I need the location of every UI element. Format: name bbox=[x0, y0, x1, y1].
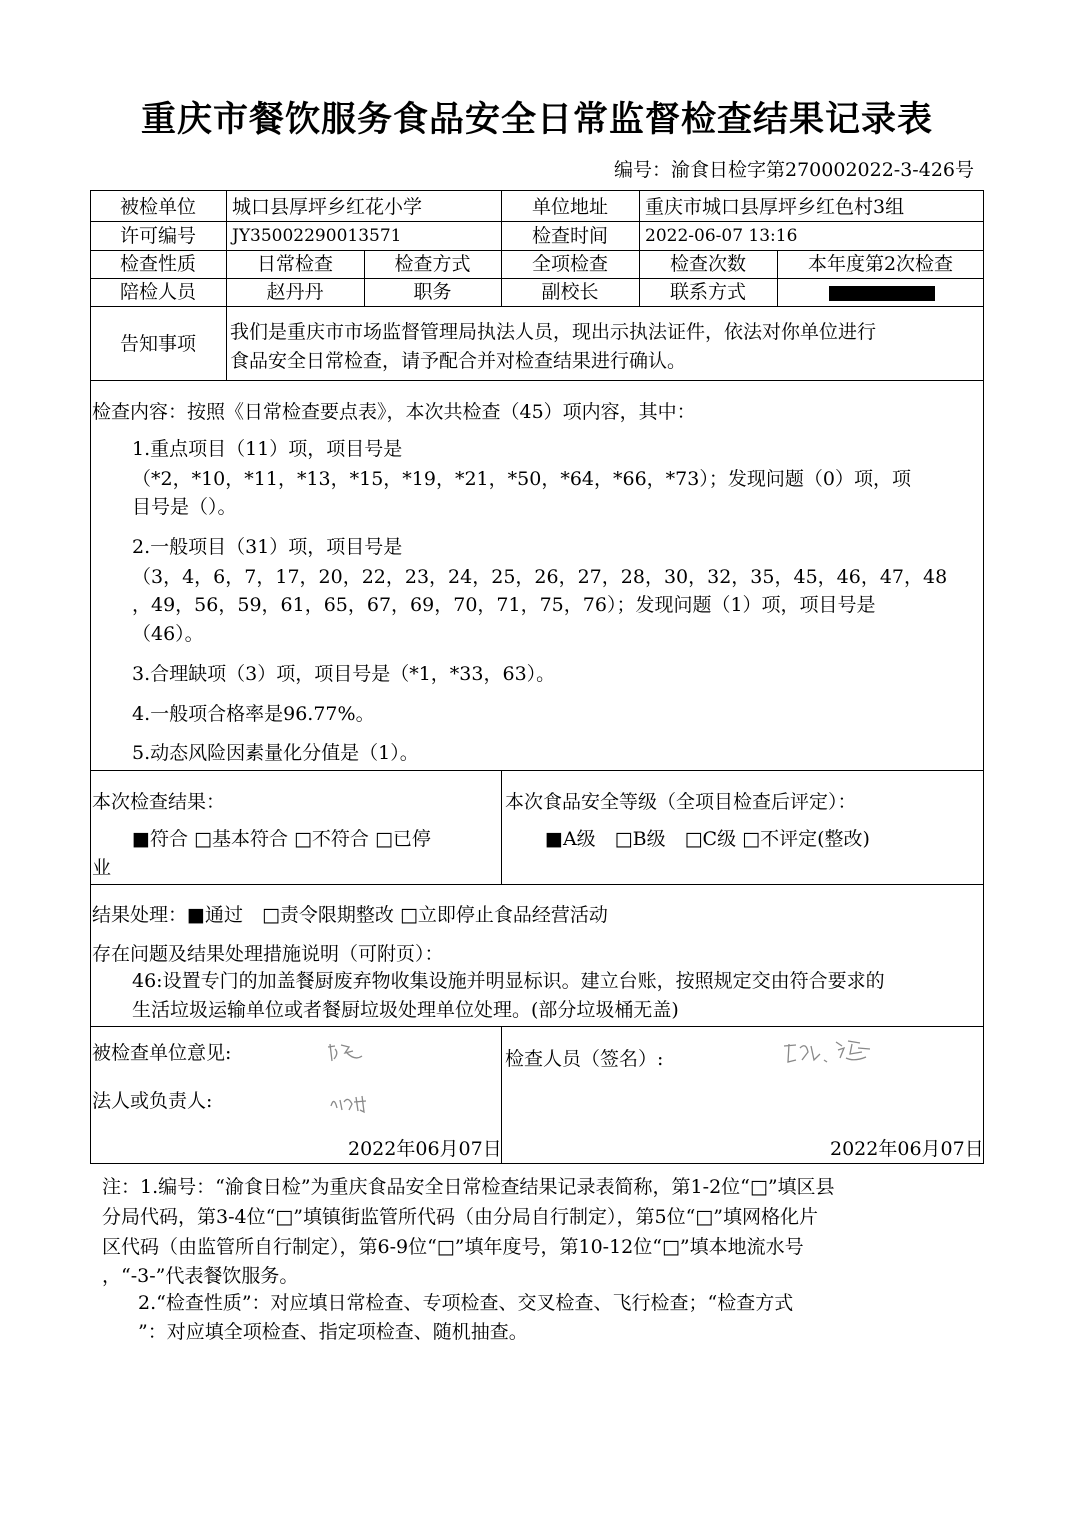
label-inspection-count: 检查次数 bbox=[669, 253, 746, 275]
notice-line-1: 我们是重庆市市场监督管理局执法人员，现出示执法证件，依法对你单位进行 bbox=[230, 321, 877, 343]
row-divider bbox=[90, 380, 984, 381]
problem-description-label: 存在问题及结果处理措施说明（可附页）： bbox=[92, 943, 444, 965]
note-2-line-1: 2.“检查性质”：对应填日常检查、专项检查、交叉检查、飞行检查；“检查方式 bbox=[138, 1292, 794, 1314]
row-divider bbox=[90, 884, 984, 885]
safety-grade-options: ■A级 □B级 □C级 □不评定(整改) bbox=[545, 828, 870, 850]
row-divider bbox=[90, 770, 984, 771]
note-1-line-2: 分局代码，第3-4位“□”填镇街监管所代码（由分局自行制定），第5位“□”填网格化片 bbox=[102, 1206, 818, 1228]
key-items-line-1: 1.重点项目（11）项，项目号是 bbox=[132, 438, 403, 460]
label-unit-address: 单位地址 bbox=[531, 196, 608, 218]
date-right: 2022年06月07日 bbox=[830, 1138, 984, 1160]
label-inspected-unit: 被检单位 bbox=[119, 196, 196, 218]
col-divider bbox=[501, 770, 502, 884]
handwritten-opinion-signature bbox=[325, 1041, 365, 1065]
label-position: 职务 bbox=[413, 281, 452, 303]
notice-line-2: 食品安全日常检查，请予配合并对检查结果进行确认。 bbox=[230, 350, 687, 372]
row-divider bbox=[90, 1026, 984, 1027]
label-accompanying-person: 陪检人员 bbox=[119, 281, 196, 303]
note-2-line-2: ”：对应填全项检查、指定项检查、随机抽查。 bbox=[138, 1321, 528, 1343]
legal-representative-label: 法人或负责人: bbox=[92, 1090, 213, 1112]
document-number: 编号：渝食日检字第270002022-3-426号 bbox=[614, 159, 974, 181]
general-items-line-1: 2.一般项目（31）项，项目号是 bbox=[132, 536, 403, 558]
value-accompanying-person: 赵丹丹 bbox=[266, 281, 324, 303]
value-inspection-nature: 日常检查 bbox=[256, 253, 333, 275]
pass-rate: 4.一般项合格率是96.77%。 bbox=[132, 703, 375, 725]
safety-grade-label: 本次食品安全等级（全项目检查后评定）： bbox=[505, 791, 857, 813]
value-unit-address: 重庆市城口县厚坪乡红色村3组 bbox=[645, 196, 905, 218]
label-inspection-method: 检查方式 bbox=[394, 253, 471, 275]
label-inspection-nature: 检查性质 bbox=[119, 253, 196, 275]
problem-description-line-1: 46:设置专门的加盖餐厨废弃物收集设施并明显标识。建立台账，按照规定交由符合要求的 bbox=[132, 970, 885, 992]
legal-representative-signature bbox=[328, 1092, 378, 1116]
row-divider bbox=[90, 221, 984, 222]
row-divider bbox=[90, 306, 984, 307]
result-label: 本次检查结果： bbox=[92, 791, 226, 813]
key-items-line-3: 目号是（）。 bbox=[132, 496, 237, 518]
inspector-signature-label: 检查人员（签名）: bbox=[505, 1048, 664, 1070]
key-items-line-2: （*2，*10，*11，*13，*15，*19，*21，*50，*64，*66，*73）；发现问题（0）项，项 bbox=[132, 468, 911, 490]
value-license-number: JY35002290013571 bbox=[232, 226, 402, 246]
general-items-line-2: （3，4，6，7，17，20，22，23，24，25，26，27，28，30，32，35，45，46，47，48 bbox=[132, 566, 948, 588]
label-inspection-time: 检查时间 bbox=[531, 225, 608, 247]
redacted-contact bbox=[829, 286, 935, 301]
note-1-line-1: 注：1.编号：“渝食日检”为重庆食品安全日常检查结果记录表简称，第1-2位“□”填区县 bbox=[102, 1176, 835, 1198]
inspector-signatures bbox=[780, 1036, 880, 1070]
result-options: ■符合 □基本符合 □不符合 □已停 bbox=[132, 828, 431, 850]
reasonable-missing-items: 3.合理缺项（3）项，项目号是（*1，*33，63）。 bbox=[132, 663, 556, 685]
label-notice: 告知事项 bbox=[119, 333, 196, 355]
unit-opinion-label: 被检查单位意见: bbox=[92, 1042, 232, 1064]
result-options-wrap: 业 bbox=[92, 857, 112, 879]
value-position: 副校长 bbox=[541, 281, 599, 303]
general-items-line-3: ，49，56，59，61，65，67，69，70，71，75，76）；发现问题（1）项，项目号是 bbox=[132, 594, 876, 616]
value-inspection-count: 本年度第2次检查 bbox=[807, 253, 954, 275]
label-contact: 联系方式 bbox=[669, 281, 746, 303]
problem-description-line-2: 生活垃圾运输单位或者餐厨垃圾处理单位处理。(部分垃圾桶无盖) bbox=[132, 999, 679, 1021]
page-title: 重庆市餐饮服务食品安全日常监督检查结果记录表 bbox=[140, 100, 933, 140]
value-inspected-unit: 城口县厚坪乡红花小学 bbox=[232, 196, 423, 218]
content-intro: 检查内容：按照《日常检查要点表》，本次共检查（45）项内容，其中： bbox=[92, 401, 696, 423]
result-handling: 结果处理：■通过 □责令限期整改 □立即停止食品经营活动 bbox=[92, 904, 608, 926]
general-items-line-4: （46）。 bbox=[132, 623, 204, 645]
label-license-number: 许可编号 bbox=[119, 225, 196, 247]
value-inspection-method: 全项检查 bbox=[531, 253, 608, 275]
risk-score: 5.动态风险因素量化分值是（1）。 bbox=[132, 742, 419, 764]
note-1-line-4: ，“-3-”代表餐饮服务。 bbox=[102, 1265, 299, 1287]
note-1-line-3: 区代码（由监管所自行制定），第6-9位“□”填年度号，第10-12位“□”填本地流水号 bbox=[102, 1236, 804, 1258]
date-left: 2022年06月07日 bbox=[348, 1138, 502, 1160]
value-inspection-time: 2022-06-07 13:16 bbox=[645, 226, 798, 246]
